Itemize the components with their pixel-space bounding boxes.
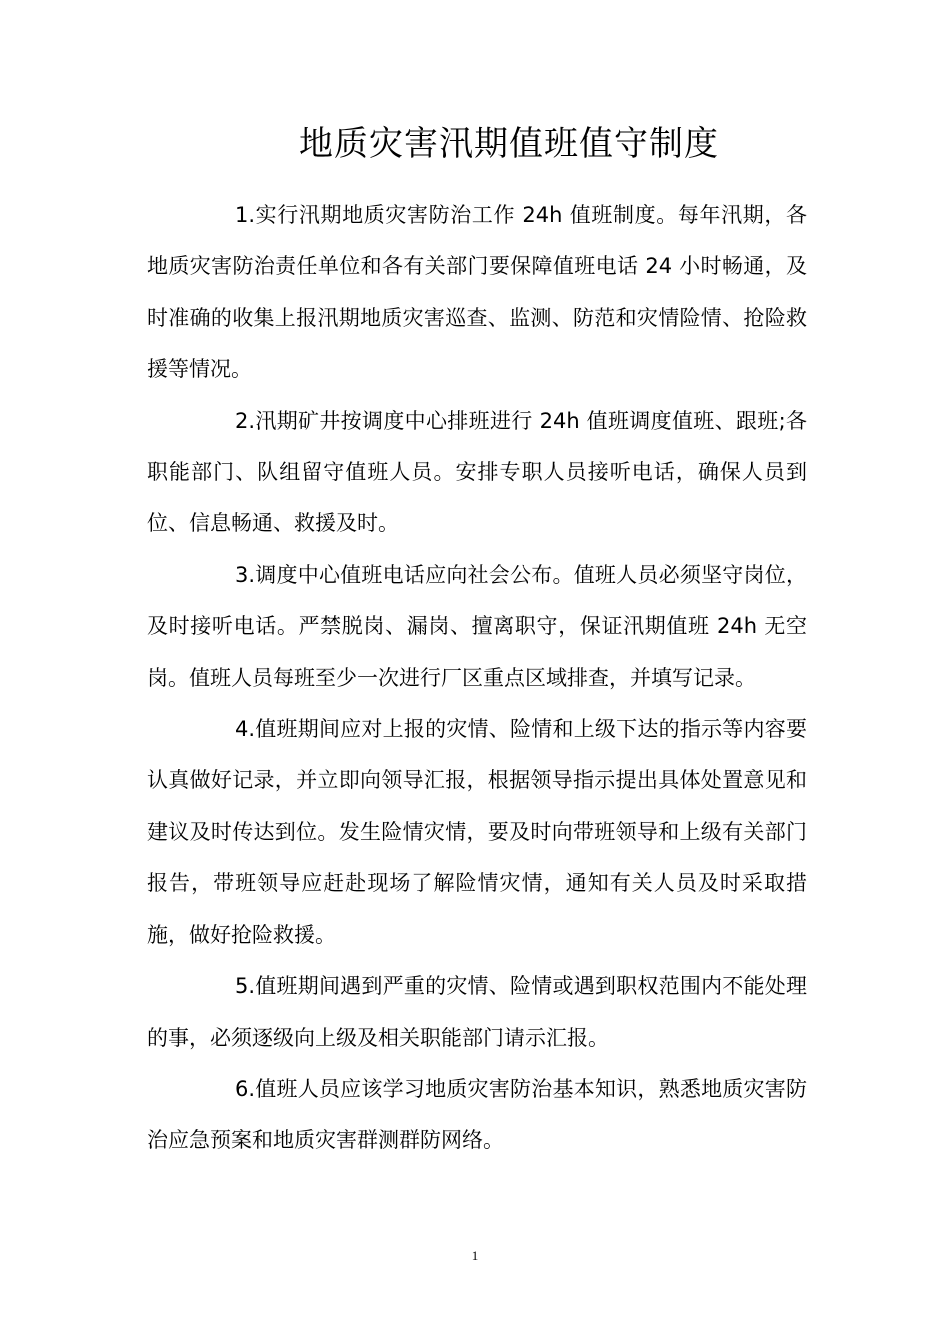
paragraph-4: 4.值班期间应对上报的灾情、险情和上级下达的指示等内容要认真做好记录，并立即向领导汇报，根据领导指示提出具体处置意见和建议及时传达到位。发生险情灾情，要及时向带班领导和上级有关部门报告，带班领导应赶赴现场了解险情灾情，通知有关人员及时采取措施，做好抢险救援。: [147, 717, 807, 947]
paragraph-6: 6.值班人员应该学习地质灾害防治基本知识，熟悉地质灾害防治应急预案和地质灾害群测群防网络。: [147, 1076, 807, 1153]
page-number: 1: [471, 1248, 479, 1263]
paragraph-5: 5.值班期间遇到严重的灾情、险情或遇到职权范围内不能处理的事，必须逐级向上级及相关职能部门请示汇报。: [147, 974, 807, 1050]
document-title: 地质灾害汛期值班值守制度: [299, 124, 719, 164]
document-body: [147, 190, 807, 1167]
paragraph-2: 2.汛期矿井按调度中心排班进行 24h 值班调度值班、跟班;各职能部门、队组留守值班人员。安排专职人员接听电话，确保人员到位、信息畅通、救援及时。: [147, 408, 807, 536]
paragraph-3: 3.调度中心值班电话应向社会公布。值班人员必须坚守岗位，及时接听电话。严禁脱岗、漏岗、擅离职守，保证汛期值班 24h 无空岗。值班人员每班至少一次进行厂区重点区域排查，并填写记录。: [147, 562, 807, 690]
paragraph-1: 1.实行汛期地质灾害防治工作 24h 值班制度。每年汛期，各地质灾害防治责任单位和各有关部门要保障值班电话 24 小时畅通，及时准确的收集上报汛期地质灾害巡查、监测、防范和灾情险情、抢险救援等情况。: [147, 203, 807, 382]
